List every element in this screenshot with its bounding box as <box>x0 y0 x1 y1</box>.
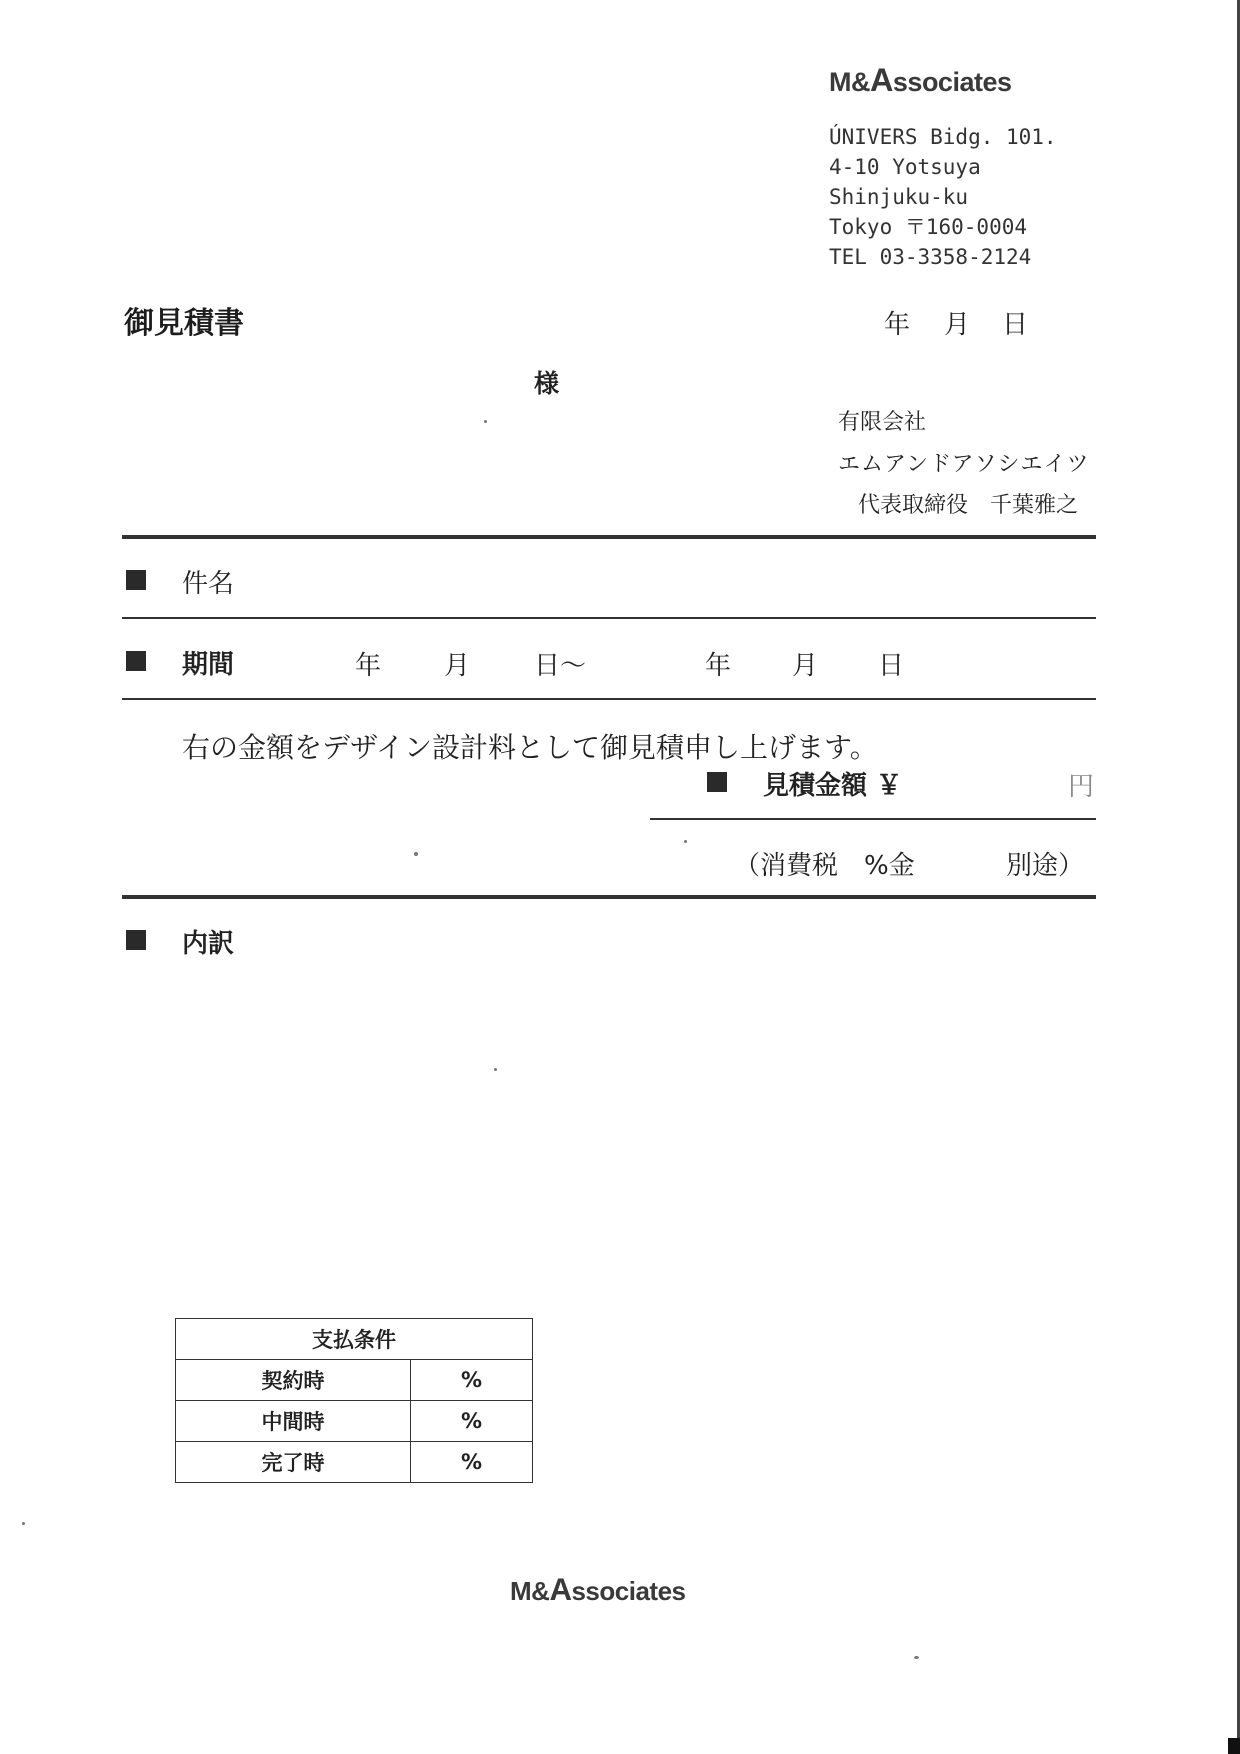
payment-percent: % <box>411 1360 533 1401</box>
payment-percent: % <box>411 1442 533 1483</box>
address-line: TEL 03-3358-2124 <box>829 245 1032 269</box>
payment-stage-label: 完了時 <box>176 1442 411 1483</box>
scan-speck <box>494 1068 497 1071</box>
subject-label: 件名 <box>182 569 235 599</box>
square-bullet-icon <box>126 930 146 950</box>
tax-note: （消費税 %金 <box>734 851 915 881</box>
square-bullet-icon <box>126 651 146 671</box>
company-logo: M&Associates <box>829 62 1012 98</box>
address-line: Shinjuku-ku <box>829 185 969 209</box>
issuer-name: エムアンドアソシエイツ <box>838 452 1090 477</box>
payment-terms-table <box>175 1318 533 1483</box>
period-end-year: 年 <box>705 651 732 681</box>
period-end-day: 日 <box>878 651 905 681</box>
document-title: 御見積書 <box>124 306 244 341</box>
square-bullet-icon <box>707 772 727 792</box>
payment-percent: % <box>411 1401 533 1442</box>
issue-date-month: 月 <box>944 310 971 340</box>
scan-speck <box>414 852 418 856</box>
scan-speck <box>484 420 487 423</box>
separator <box>650 818 1096 820</box>
period-start-year: 年 <box>355 651 382 681</box>
payment-stage-label: 契約時 <box>176 1360 411 1401</box>
period-end-month: 月 <box>792 651 819 681</box>
period-start-month: 月 <box>444 651 471 681</box>
scan-edge <box>1228 1738 1240 1754</box>
estimate-amount-label: 見積金額 ￥ <box>763 771 903 801</box>
amount-unit: 円 <box>1068 772 1095 802</box>
scan-speck <box>22 1522 25 1525</box>
footer-logo: M&Associates <box>510 1572 686 1607</box>
square-bullet-icon <box>126 570 146 590</box>
breakdown-label: 内訳 <box>182 929 235 959</box>
issuer-representative: 代表取締役 千葉雅之 <box>858 493 1079 518</box>
scan-speck <box>914 1656 919 1659</box>
address-line: 4-10 Yotsuya <box>829 155 981 179</box>
scan-speck <box>684 840 687 843</box>
recipient-honorific: 様 <box>534 369 560 398</box>
table-row <box>176 1360 533 1401</box>
table-row <box>176 1401 533 1442</box>
estimate-statement: 右の金額をデザイン設計料として御見積申し上げます。 <box>182 731 878 764</box>
period-start-day: 日～ <box>534 651 587 681</box>
period-label: 期間 <box>182 650 235 680</box>
address-line: ÚNIVERS Bidg. 101. <box>829 125 1057 149</box>
address-line: Tokyo 〒160-0004 <box>829 215 1028 239</box>
payment-stage-label: 中間時 <box>176 1401 411 1442</box>
separator <box>122 895 1096 899</box>
table-row <box>176 1442 533 1483</box>
separator <box>122 535 1096 539</box>
company-address <box>829 122 1057 272</box>
issue-date-day: 日 <box>1002 310 1029 340</box>
issuer-type: 有限会社 <box>838 410 927 435</box>
separator <box>122 617 1096 619</box>
tax-note-separate: 別途） <box>1006 851 1085 881</box>
issue-date-year: 年 <box>884 310 911 340</box>
separator <box>122 698 1096 700</box>
payment-terms-header: 支払条件 <box>176 1319 533 1360</box>
